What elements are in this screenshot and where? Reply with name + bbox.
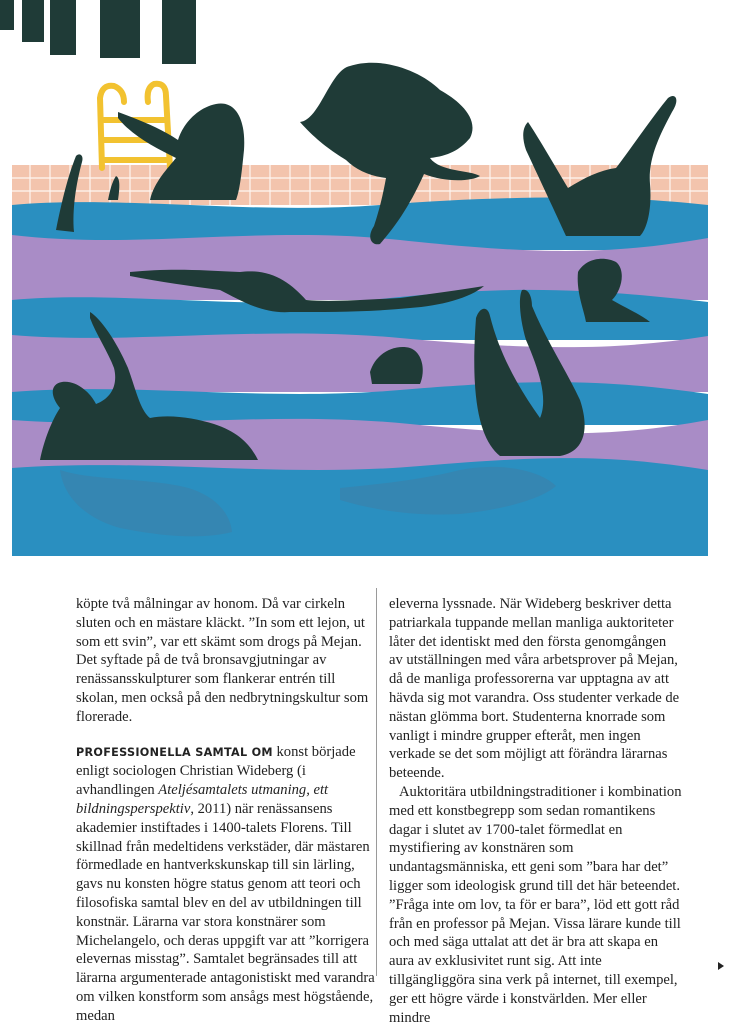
paragraph-left-2-part-a: konst började enligt sociologen Christian Wideberg (i avhandlingen (76, 743, 356, 799)
paragraph-right-1: eleverna lyssnade. När Wideberg beskriver detta patriarkala tuppande mellan manliga auktoriteter låter det identiskt med den första genomgången av utställningen med våra arbetsprover på Mejan, då de manliga professorerna var upptagna av att hävda sig mot varandra. Oss studenter verkade de nästan glömma bort. Studenterna knorrade som vanligt i mindre grupper efteråt, men ingen verkade se det som möjligt att förändra lärarnas beteende. (389, 596, 680, 782)
article-column-right (389, 595, 683, 1027)
thesis-title: Ateljésamtalets utmaning, ett bildningsperspektiv (76, 782, 329, 817)
paragraph-left-1: köpte två målningar av honom. Då var cirkeln sluten och en mästare kläckt. ”In som ett lejon, ut som ett svin”, var ett skämt som drogs på Mejan. Det syftade på de två bronsavgjutningar av renässansskulpturer som flankerar entrén till skolan, men också på den nedbrytningskultur som florerade. (76, 596, 369, 725)
section-lead-in: PROFESSIONELLA SAMTAL OM (76, 745, 273, 759)
paragraph-left-2-part-b: , 2011) när renässansens akademier instiftades i 1400-talets Florens. Till skillnad från medeltidens verkstäder, där mästaren förmedlade en hantverkskunskap till sin lärling, gavs nu konsten högre status genom att teori och filosofiska samtal blev en del av utbildningen till konstnär. Lärarna var stora konstnärer som Michelangelo, och deras uppgift var att ”korrigera elevernas misstag”. Samtalet begränsades till att lärarna argumenterade antagonistiskt med varandra om vilken konstform som ansågs mest högstående, medan (76, 800, 375, 1024)
continue-arrow-icon (718, 962, 724, 970)
paragraph-right-2: Auktoritära utbildningstraditioner i kombination med ett konstbegrepp som sedan romantikens dagar i slutet av 1700-talet förmedlat en mystifiering av konstnären som undantagsmänniska, ett geni som ”bara har det” ligger som ideologisk grund till det här beteendet. ”Fråga inte om lov, ta för er bara”, löd ett gott råd från en professor på Mejan. Vissa lärare kunde till och med säga uttalat att det är bra att skapa en aura av exklusivitet runt sig. Att inte tillgängliggöra sina verk på internet, till exempel, ger ett högre värde i konstvärlden. Mer eller mindre (389, 783, 682, 1026)
column-divider (376, 588, 377, 976)
paragraph-left-2 (76, 743, 376, 1026)
spectator-figures (0, 0, 196, 64)
article-column-left (76, 595, 376, 1026)
